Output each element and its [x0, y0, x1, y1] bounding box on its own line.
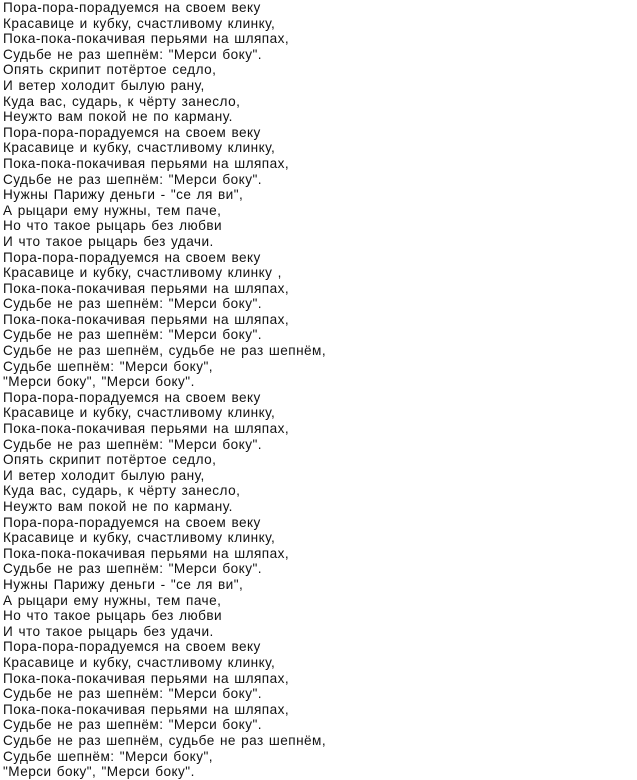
lyric-line: Судьбе не раз шепнём, судьбе не раз шепнём, — [3, 732, 327, 748]
lyric-line: Судьбе не раз шепнём, судьбе не раз шепнём, — [3, 343, 327, 359]
lyric-line: Судьбе не раз шепнём: "Мерси боку". — [3, 296, 262, 312]
lyric-line: Красавице и кубку, счастливому клинку, — [3, 15, 276, 31]
lyric-line: Пора-пора-порадуемся на своем веку — [3, 249, 261, 265]
lyric-line: Но что такое рыцарь без любви — [3, 218, 223, 234]
lyric-line: Судьбе не раз шепнём: "Мерси боку". — [3, 171, 262, 187]
lyric-line: Опять скрипит потёртое седло, — [3, 62, 217, 78]
lyric-line: Нужны Парижу деньги - "се ля ви", — [3, 576, 244, 592]
lyric-line: Красавице и кубку, счастливому клинку, — [3, 530, 276, 546]
lyric-line: Красавице и кубку, счастливому клинку, — [3, 405, 276, 421]
lyric-line: Опять скрипит потёртое седло, — [3, 452, 217, 468]
lyric-line: Судьбе не раз шепнём: "Мерси боку". — [3, 436, 262, 452]
lyric-line: И что такое рыцарь без удачи. — [3, 233, 214, 249]
lyric-line: Пора-пора-порадуемся на своем веку — [3, 514, 261, 530]
lyric-line: Пока-пока-покачивая перьями на шляпах, — [3, 280, 290, 296]
lyric-line: Куда вас, сударь, к чёрту занесло, — [3, 93, 241, 109]
lyric-line: Пока-пока-покачивая перьями на шляпах, — [3, 421, 290, 437]
lyric-line: Пора-пора-порадуемся на своем веку — [3, 0, 261, 15]
lyric-line: И что такое рыцарь без удачи. — [3, 623, 214, 639]
lyric-line: Куда вас, сударь, к чёрту занесло, — [3, 483, 241, 499]
lyric-line: Судьбе не раз шепнём: "Мерси боку". — [3, 686, 262, 702]
lyric-line: Пора-пора-порадуемся на своем веку — [3, 639, 261, 655]
lyric-line: А рыцари ему нужны, тем паче, — [3, 592, 222, 608]
lyric-line: Судьбе шепнём: "Мерси боку", — [3, 358, 213, 374]
lyric-line: Неужто вам покой не по карману. — [3, 499, 233, 514]
lyric-line: "Мерси боку", "Мерси боку". — [3, 374, 195, 390]
lyric-line: Судьбе не раз шепнём: "Мерси боку". — [3, 327, 262, 343]
lyric-line: А рыцари ему нужны, тем паче, — [3, 202, 222, 218]
lyric-line: Пока-пока-покачивая перьями на шляпах, — [3, 31, 290, 47]
lyric-line: Судьбе не раз шепнём: "Мерси боку". — [3, 46, 262, 62]
lyric-line: Красавице и кубку, счастливому клинку , — [3, 265, 282, 281]
lyric-line: Пора-пора-порадуемся на своем веку — [3, 124, 261, 140]
lyric-line: Красавице и кубку, счастливому клинку, — [3, 140, 276, 156]
lyric-line: Пока-пока-покачивая перьями на шляпах, — [3, 701, 290, 717]
lyric-line: Но что такое рыцарь без любви — [3, 608, 223, 624]
lyric-line: Пока-пока-покачивая перьями на шляпах, — [3, 155, 290, 171]
lyric-line: Пока-пока-покачивая перьями на шляпах, — [3, 670, 290, 686]
lyric-line: Судьбе шепнём: "Мерси боку", — [3, 748, 213, 764]
lyric-line: Пока-пока-покачивая перьями на шляпах, — [3, 311, 290, 327]
lyric-line: И ветер холодит былую рану, — [3, 467, 205, 483]
lyric-line: Нужны Парижу деньги - "се ля ви", — [3, 187, 244, 203]
lyrics-text-block — [3, 0, 326, 780]
lyric-line: Неужто вам покой не по карману. — [3, 109, 233, 125]
lyric-line: Красавице и кубку, счастливому клинку, — [3, 654, 276, 670]
lyric-line: Пора-пора-порадуемся на своем веку — [3, 389, 261, 405]
lyric-line: И ветер холодит былую рану, — [3, 77, 205, 93]
lyric-line: Пока-пока-покачивая перьями на шляпах, — [3, 545, 290, 561]
lyric-line: "Мерси боку", "Мерси боку". — [3, 764, 195, 780]
lyric-line: Судьбе не раз шепнём: "Мерси боку". — [3, 717, 262, 733]
lyric-line: Судьбе не раз шепнём: "Мерси боку". — [3, 561, 262, 577]
